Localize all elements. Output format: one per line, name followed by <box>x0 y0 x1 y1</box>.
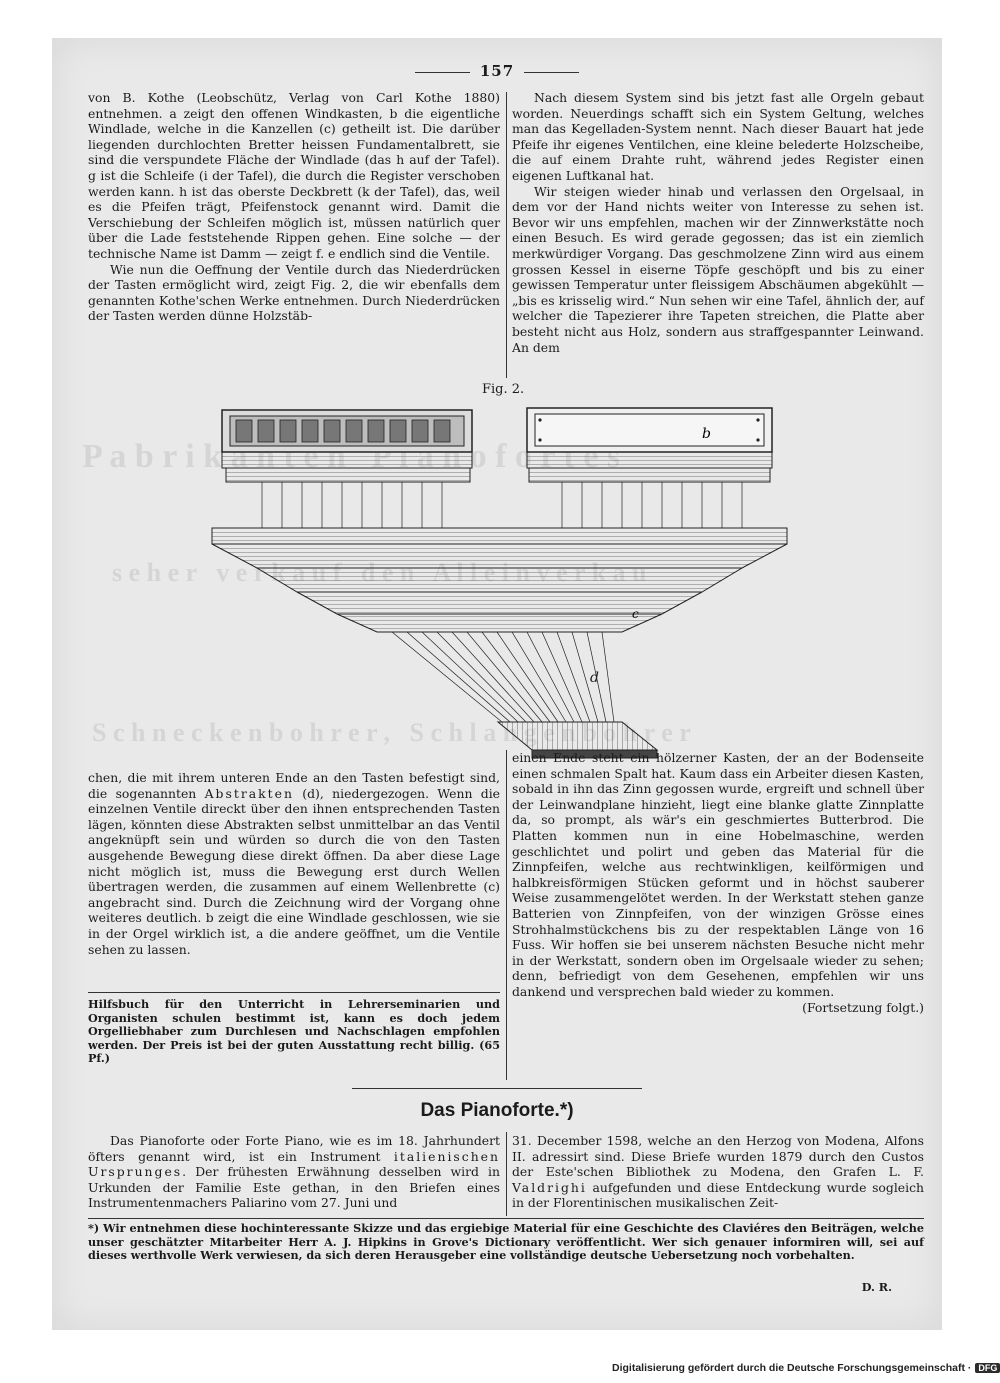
bleed-through-decoration: S c h n e c k e n b o h r e r , S c h l a n g e n b o h r e r <box>92 718 691 747</box>
spaced-term: Abstrakten <box>204 785 294 801</box>
organ-action-figure <box>202 400 792 760</box>
figure-label-b: b <box>702 426 711 442</box>
page-number: 157 <box>52 62 942 80</box>
newspaper-page <box>52 38 942 1330</box>
paragraph: chen, die mit ihrem unteren Ende an den Tasten befestigt sind, die sogenannten Abstrakten (d), niedergezogen. Wenn die einzelnen Ventile direckt über den ihnen entsprechenden Tasten lägen, könnten diese Abstrakten selbst unmittelbar an das Ventil angeknüpft sein und würden so durch die von den Tasten ausgehende Bewegung diese direkt öffnen. Da aber diese Lage nicht möglich ist, muss die Bewegung erst durch Wellen übertragen werden, die zusammen auf einem Wellenbrette (c) angebracht sind. Durch die Zeichnung wird der Vorgang ohne weiteres deutlich. b zeigt die eine Windlade geschlossen, wie sie in der Orgel wirklich ist, a die andere geöffnet, um die Ventile sehen zu lassen. <box>88 770 500 957</box>
footnote-rule <box>88 1218 924 1219</box>
column-divider <box>506 92 507 378</box>
column-left-bottom <box>88 1133 500 1211</box>
section-title: Das Pianoforte.*) <box>420 1100 574 1121</box>
section-rule <box>352 1088 642 1089</box>
hilfsbuch-note: Hilfsbuch für den Unterricht in Lehrerseminarien und Organisten schulen bestimmt ist, kann es doch jedem Orgelliebhaber zum Durchlesen und Nachschlagen empfohlen werden. Der Preis ist bei der guten Ausstattung recht billig. (65 Pf.) <box>88 997 500 1066</box>
note-rule <box>88 992 500 993</box>
column-right-top <box>512 90 924 355</box>
digitization-credit: Digitalisierung gefördert durch die Deutsche Forschungsgemeinschaft · DFG <box>612 1362 1000 1374</box>
paragraph: Wie nun die Oeffnung der Ventile durch das Niederdrücken der Tasten ermöglicht wird, zeigt Fig. 2, die wir ebenfalls dem genannten Kothe'schen Werke entnehmen. Durch Niederdrücken der Tasten werden dünne Holzstäb- <box>88 261 500 324</box>
paragraph: 31. December 1598, welche an den Herzog von Modena, Alfons II. adressirt sind. Diese Briefe wurden 1879 durch den Custos der Este'schen Bibliothek zu Modena, den Grafen L. F. Valdrighi aufgefunden und diese Entdeckung wurde sogleich in der Florentinischen musikalischen Zeit- <box>512 1133 924 1211</box>
windlade-a-open <box>222 410 472 482</box>
paragraph: Wir steigen wieder hinab und verlassen den Orgelsaal, in dem vor der Hand nichts weiter von Interesse zu sehen ist. Bevor wir uns empfehlen, machen wir der Zinnwerkstätte noch einen Besuch. Es wird gerade gegossen; das ist ein ziemlich merkwürdiger Vorgang. Das geschmolzene Zinn wird aus einem grossen Kessel in eiserne Töpfe geschöpft und bis zu einer gewissen Temperatur unter fleissigem Abschäumen abgekühlt — „bis es krisselig wird.“ Nun sehen wir eine Tafel, ähnlich der, auf welcher die Tapezierer ihre Tapeten streichen, die Platte aber besteht nicht aus Holz, sondern aus straffgespannter Leinwand. An dem <box>512 183 924 355</box>
figure-label-c: c <box>632 607 639 621</box>
bleed-through-decoration: s e h e r v e r <box>112 558 265 587</box>
paragraph: von B. Kothe (Leobschütz, Verlag von Carl Kothe 1880) entnehmen. a zeigt den offenen Windkasten, b die eigentliche Windlade, welche in die Kanzellen (c) getheilt ist. Die darüber liegenden durchlochten Bretter heissen Fundamentalbrett, sie sind die verspundete Fläche der Windlade (das h auf der Tafel). g ist die Schleife (i der Tafel), die durch die Register verschoben werden kann. h ist das oberste Deckbrett (k der Tafel), das, weil es die Pfeifen trägt, Pfeifenstock genannt wird. Damit die Verschiebung der Schleifen möglich ist, müssen natürlich quer über die Lade feststehende Rippen gehen. Eine solche — der technische Name ist Damm — zeigt f. e endlich sind die Ventile. <box>88 90 500 261</box>
figure-label-d: d <box>590 670 599 686</box>
paragraph: Nach diesem System sind bis jetzt fast alle Orgeln gebaut worden. Neuerdings schafft sich ein System Geltung, welches man das Kegelladen-System nennt. Nach dieser Bauart hat jede Pfeife ihr eigenes Ventilchen, eine kleine belederte Holzscheibe, die auf einem Drahte ruht, während jedes Register einen eigenen Luftkanal hat. <box>512 90 924 183</box>
footnote: *) Wir entnehmen diese hochinteressante Skizze und das ergiebige Material für eine Geschichte des Claviéres den Beiträgen, welche unser geschätzter Mitarbeiter Herr A. J. Hipkins in Grove's Dictionary veröffentlicht. Wer sich genauer informiren will, sei auf dieses werthvolle Werk verwiesen, da sich deren Herausgeber eine vollständige deutsche Uebersetzung noch vorbehalten. <box>88 1221 924 1263</box>
figure-caption: Fig. 2. <box>482 382 525 397</box>
column-right-bottom <box>512 1133 924 1211</box>
spaced-term: Valdrighi <box>512 1179 587 1195</box>
column-divider <box>506 750 507 1080</box>
column-left-top <box>88 90 500 324</box>
paragraph: Das Pianoforte oder Forte Piano, wie es im 18. Jahrhundert öfters genannt wird, ist ein Instrument italienischen Ursprunges. Der frühesten Erwähnung desselben wird in Urkunden der Familie Este gethan, in den Briefen eines Instrumentenmachers Paliarino vom 27. Juni und <box>88 1133 500 1211</box>
wellenbrett-c <box>212 528 787 632</box>
trackers-upper <box>262 482 742 528</box>
continuation-note: (Fortsetzung folgt.) <box>802 999 924 1015</box>
abstrakten-d <box>392 632 614 722</box>
footnote-signature: D. R. <box>861 1280 892 1294</box>
windlade-b-closed <box>527 408 772 482</box>
column-divider <box>506 1132 507 1216</box>
bleed-through-decoration: P a b r i k o f o <box>82 438 532 475</box>
spaced-term: italienischen Ursprunges <box>88 1148 500 1180</box>
paragraph: einen Ende steht ein hölzerner Kasten, der an der Bodenseite einen schmalen Spalt hat. Kaum dass ein Arbeiter diesen Kasten, sobald in ihn das Zinn gegossen wurde, ergreift und schnell über der Leinwandplane hinzieht, liegt eine blanke glatte Zinnplatte da, so prompt, als wär's ein geschmiertes Butterbrod. Die Platten kommen nun in eine Hobelmaschine, werden geschlichtet und polirt und geben das Material für die Zinnpfeifen, welche aus rechtwinkligen, keilförmigen und halbkreisförmigen Stücken geformt und in höchst sauberer Weise zusammengelötet werden. In der Werkstatt stehen ganze Batterien von Zinnpfeifen, von der winzigen Grösse eines Strohhalmstückchens bis zu der respektablen Länge von 16 Fuss. Wir hoffen sie bei unserem nächsten Besuche nicht mehr in der Werkstatt, sondern oben im Orgelsaale wieder zu sehen; denn, befriedigt von dem Gesehenen, empfehlen wir uns dankend und versprechen bald wieder zu kommen. <box>512 750 924 999</box>
column-right-middle <box>512 750 924 1015</box>
dfg-logo: DFG <box>975 1363 1000 1373</box>
column-left-middle <box>88 770 500 957</box>
